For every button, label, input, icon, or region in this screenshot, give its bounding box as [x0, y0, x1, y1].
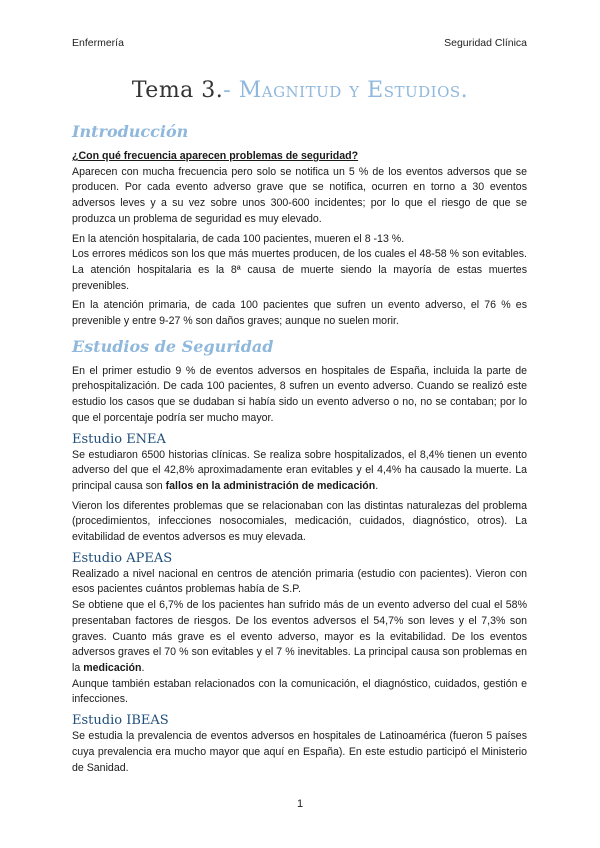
apeas-paragraph-1: Realizado a nivel nacional en centros de atención primaria (estudio con pacientes). Vieron con esos pacientes cuántos problemas había de S.P. — [72, 567, 527, 596]
header-subject: Enfermería — [72, 37, 124, 49]
estudios-paragraph-1: En el primer estudio 9 % de eventos adversos en hospitales de España, incluida la parte de prehospitalización. De cada 100 pacientes, 8 sufren un evento adverso. Cuando se realizó este estudio los casos que se dudaban si había sido un evento adverso o no, no se contaban; por lo que el porcentaje podría ser mucho mayor. — [72, 364, 527, 424]
intro-paragraph-2: En la atención hospitalaria, de cada 100 pacientes, mueren el 8 -13 %. — [72, 232, 405, 245]
ibeas-heading: Estudio IBEAS — [72, 713, 169, 729]
apeas-highlight: medicación — [83, 661, 142, 674]
intro-paragraph-4: En la atención primaria, de cada 100 pacientes que sufren un evento adverso, el 76 % es prevenible y entre 9-27 % son daños graves; aunque no suelen morir. — [72, 299, 527, 328]
title-topic-number: Tema 3. — [131, 78, 224, 103]
page-title — [0, 78, 600, 103]
page-number: 1 — [296, 798, 304, 810]
enea-highlight: fallos en la administración de medicación — [165, 479, 376, 492]
enea-paragraph-1: Se estudiaron 6500 historias clínicas. Se realiza sobre hospitalizados, el 8,4% tienen un evento adverso del que el 42,8% aproximadamente eran evitables y el 4,4% ha causado la muerte. La principal causa son fallos en la administración de medicación. — [72, 448, 527, 492]
intro-heading: Introducción — [72, 122, 189, 141]
enea-heading: Estudio ENEA — [72, 431, 166, 447]
intro-question: ¿Con qué frecuencia aparecen problemas de seguridad? — [72, 150, 359, 162]
title-topic-name: - Magnitud y Estudios. — [223, 78, 469, 103]
intro-paragraph-3: Los errores médicos son los que más muertes producen, de los cuales el 48-58 % son evitables. La atención hospitalaria es la 8ª causa de muerte siendo la mayoría de estas muertes prevenibles. — [72, 248, 527, 292]
header-course: Seguridad Clínica — [444, 37, 527, 49]
apeas-paragraph-3: Aunque también estaban relacionados con la comunicación, el diagnóstico, cuidados, gestión e infecciones. — [72, 677, 527, 706]
apeas-heading: Estudio APEAS — [72, 550, 173, 566]
enea-paragraph-2: Vieron los diferentes problemas que se relacionaban con las distintas naturalezas del problema (procedimientos, infecciones nosocomiales, medicación, cuidados, diagnóstico, otros). La evitabilidad de eventos adversos es muy elevada. — [72, 499, 527, 544]
document-body — [72, 121, 527, 780]
estudios-heading: Estudios de Seguridad — [72, 336, 274, 356]
apeas-paragraph-2: Se obtiene que el 6,7% de los pacientes han sufrido más de un evento adverso del cual el 58% presentaban factores de riesgos. De los eventos adversos el 54,7% son leves y el 7,3% son graves. Cuanto más grave es el evento adverso, mayor es la evitabilidad. De los eventos adversos graves el 70 % son evitables y el 7 % inevitables. La principal causa son problemas en la medicación. — [72, 599, 527, 674]
intro-paragraph-1: Aparecen con mucha frecuencia pero solo se notifica un 5 % de los eventos adversos que se producen. Por cada evento adverso grave que se notifica, ocurren en torno a 30 eventos adversos leves y a su vez sobre unos 300-600 incidentes; por lo que el riesgo de que se produzca un problema de seguridad es muy elevado. — [72, 165, 527, 225]
ibeas-paragraph-1: Se estudia la prevalencia de eventos adversos en hospitales de Latinoamérica (fueron 5 países cuya prevalencia era mucho mayor que aquí en España). En este estudio participó el Ministerio de Sanidad. — [72, 730, 527, 774]
